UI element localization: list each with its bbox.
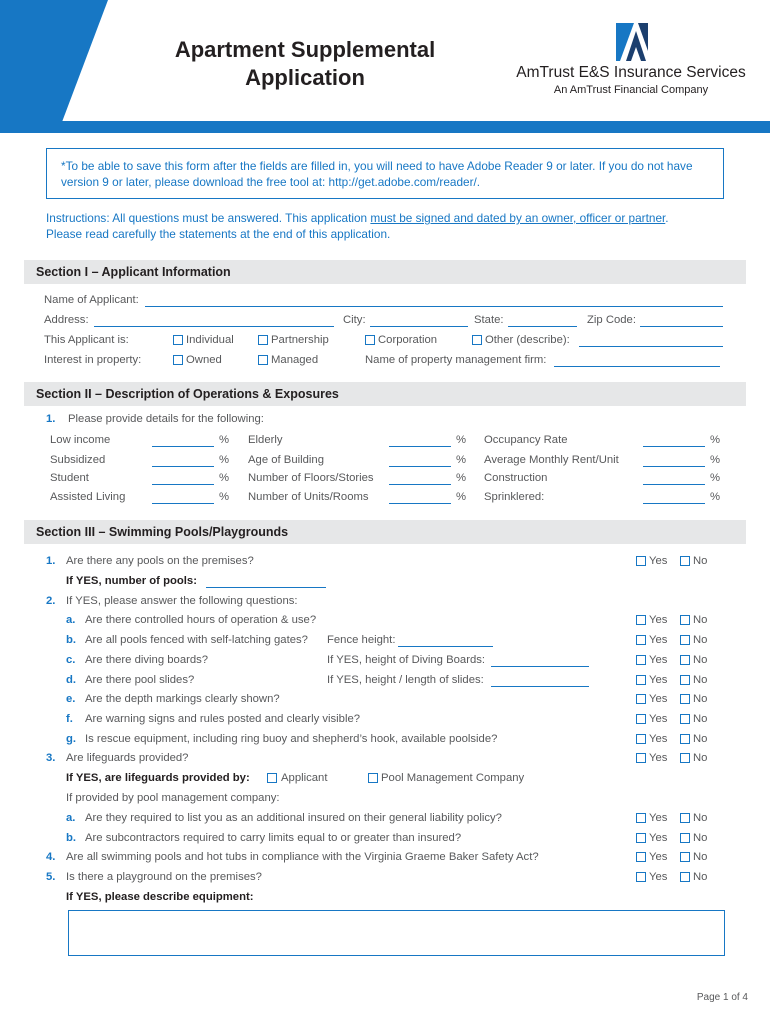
no-label: No bbox=[693, 851, 708, 863]
ops-label: Occupancy Rate bbox=[484, 434, 568, 446]
percent-sign: % bbox=[710, 491, 721, 503]
ops-field[interactable] bbox=[389, 493, 451, 504]
fence-height-label: Fence height: bbox=[327, 634, 396, 646]
percent-sign: % bbox=[710, 454, 721, 466]
sub-question-text: Are there pool slides? bbox=[85, 674, 195, 686]
sub-question-letter: a. bbox=[66, 812, 76, 824]
question-text: Are there any pools on the premises? bbox=[66, 555, 254, 567]
ops-label: Average Monthly Rent/Unit bbox=[484, 454, 619, 466]
no-checkbox[interactable] bbox=[680, 813, 690, 823]
percent-sign: % bbox=[710, 472, 721, 484]
yes-checkbox[interactable] bbox=[636, 635, 646, 645]
yes-label: Yes bbox=[649, 713, 668, 725]
playground-describe-label: If YES, please describe equipment: bbox=[66, 891, 254, 903]
yes-checkbox[interactable] bbox=[636, 655, 646, 665]
no-checkbox[interactable] bbox=[680, 753, 690, 763]
zip-field[interactable] bbox=[640, 316, 723, 327]
sub-question-text: Are subcontractors required to carry limits equal to or greater than insured? bbox=[85, 832, 462, 844]
ops-field[interactable] bbox=[643, 436, 705, 447]
sub-question-letter: f. bbox=[66, 713, 73, 725]
yes-label: Yes bbox=[649, 693, 668, 705]
yes-checkbox[interactable] bbox=[636, 833, 646, 843]
section-2-header: Section II – Description of Operations & Exposures bbox=[24, 382, 746, 406]
no-label: No bbox=[693, 733, 708, 745]
question-text: Are lifeguards provided? bbox=[66, 752, 189, 764]
city-label: City: bbox=[343, 314, 366, 326]
sub-question-text: Are warning signs and rules posted and clearly visible? bbox=[85, 713, 361, 725]
pm-firm-label: Name of property management firm: bbox=[365, 354, 547, 366]
ops-label: Assisted Living bbox=[50, 491, 126, 503]
question-number: 1. bbox=[46, 555, 56, 567]
percent-sign: % bbox=[456, 434, 467, 446]
ops-label: Subsidized bbox=[50, 454, 106, 466]
percent-sign: % bbox=[456, 491, 467, 503]
percent-sign: % bbox=[219, 434, 230, 446]
partnership-checkbox[interactable] bbox=[258, 335, 268, 345]
no-label: No bbox=[693, 713, 708, 725]
ops-label: Student bbox=[50, 472, 89, 484]
yes-label: Yes bbox=[649, 674, 668, 686]
diving-board-height-label: If YES, height of Diving Boards: bbox=[327, 654, 486, 666]
yes-label: Yes bbox=[649, 832, 668, 844]
owned-checkbox[interactable] bbox=[173, 355, 183, 365]
question-text: Are all swimming pools and hot tubs in compliance with the Virginia Graeme Baker Safety Act? bbox=[66, 851, 539, 863]
no-checkbox[interactable] bbox=[680, 833, 690, 843]
question-text: If YES, please answer the following questions: bbox=[66, 595, 298, 607]
zip-label: Zip Code: bbox=[587, 314, 636, 326]
sub-question-letter: e. bbox=[66, 693, 76, 705]
no-checkbox[interactable] bbox=[680, 615, 690, 625]
company-name: AmTrust E&S Insurance Services bbox=[516, 64, 746, 81]
ops-field[interactable] bbox=[389, 436, 451, 447]
ops-label: Number of Units/Rooms bbox=[248, 491, 369, 503]
ops-label: Sprinklered: bbox=[484, 491, 545, 503]
ops-field[interactable] bbox=[643, 493, 705, 504]
sub-question-text: Are the depth markings clearly shown? bbox=[85, 693, 280, 705]
no-label: No bbox=[693, 654, 708, 666]
percent-sign: % bbox=[456, 454, 467, 466]
corporation-label: Corporation bbox=[378, 334, 438, 346]
yes-label: Yes bbox=[649, 752, 668, 764]
no-label: No bbox=[693, 752, 708, 764]
ops-field[interactable] bbox=[152, 456, 214, 467]
sub-question-text: Is rescue equipment, including ring buoy and shepherd’s hook, available poolside? bbox=[85, 733, 498, 745]
instructions-label: Instructions: bbox=[46, 211, 110, 225]
yes-label: Yes bbox=[649, 733, 668, 745]
yes-label: Yes bbox=[649, 812, 668, 824]
diving-board-height-field[interactable] bbox=[491, 656, 589, 667]
owned-label: Owned bbox=[186, 354, 222, 366]
no-checkbox[interactable] bbox=[680, 694, 690, 704]
adobe-note-box: *To be able to save this form after the fields are filled in, you will need to have Adobe Reader 9 or later. If you do not have version 9 or later, please download the free tool at: http://get.adobe.com/reader/. bbox=[46, 148, 724, 199]
ops-label: Age of Building bbox=[248, 454, 324, 466]
no-label: No bbox=[693, 614, 708, 626]
no-checkbox[interactable] bbox=[680, 714, 690, 724]
sub-question-letter: d. bbox=[66, 674, 77, 686]
pool-count-field[interactable] bbox=[206, 577, 326, 588]
sub-question-text: Are all pools fenced with self-latching gates? bbox=[85, 634, 308, 646]
sub-question-text: Are there controlled hours of operation & use? bbox=[85, 614, 317, 626]
ops-field[interactable] bbox=[152, 493, 214, 504]
pool-mgmt-company-checkbox[interactable] bbox=[368, 773, 378, 783]
question-number: 4. bbox=[46, 851, 56, 863]
s2-q1-text: Please provide details for the following: bbox=[68, 413, 264, 425]
yes-label: Yes bbox=[649, 851, 668, 863]
ops-label: Elderly bbox=[248, 434, 283, 446]
pool-mgmt-company-label: Pool Management Company bbox=[381, 772, 525, 784]
applicant-label: Applicant bbox=[281, 772, 328, 784]
yes-label: Yes bbox=[649, 614, 668, 626]
yes-checkbox[interactable] bbox=[636, 813, 646, 823]
percent-sign: % bbox=[219, 472, 230, 484]
no-label: No bbox=[693, 674, 708, 686]
question-number: 5. bbox=[46, 871, 56, 883]
no-label: No bbox=[693, 812, 708, 824]
yes-checkbox[interactable] bbox=[636, 675, 646, 685]
ops-field[interactable] bbox=[152, 474, 214, 485]
page-number: Page 1 of 4 bbox=[696, 992, 748, 1003]
slide-height-field[interactable] bbox=[491, 676, 589, 687]
no-label: No bbox=[693, 634, 708, 646]
partnership-label: Partnership bbox=[271, 334, 329, 346]
sub-question-letter: c. bbox=[66, 654, 76, 666]
lifeguards-by-label: If YES, are lifeguards provided by: bbox=[66, 772, 250, 784]
applicant-is-label: This Applicant is: bbox=[44, 334, 129, 346]
ops-field[interactable] bbox=[389, 456, 451, 467]
other-describe-field[interactable] bbox=[579, 336, 723, 347]
name-of-applicant-field[interactable] bbox=[145, 296, 723, 307]
yes-label: Yes bbox=[649, 634, 668, 646]
header-blue-band bbox=[0, 121, 770, 133]
individual-label: Individual bbox=[186, 334, 234, 346]
yes-label: Yes bbox=[649, 871, 668, 883]
ops-field[interactable] bbox=[152, 436, 214, 447]
ops-field[interactable] bbox=[643, 456, 705, 467]
pm-firm-field[interactable] bbox=[554, 356, 720, 367]
yes-label: Yes bbox=[649, 555, 668, 567]
other-label: Other (describe): bbox=[485, 334, 570, 346]
no-checkbox[interactable] bbox=[680, 734, 690, 744]
question-text: Is there a playground on the premises? bbox=[66, 871, 262, 883]
name-of-applicant-label: Name of Applicant: bbox=[44, 294, 139, 306]
question-number: 3. bbox=[46, 752, 56, 764]
yes-checkbox[interactable] bbox=[636, 615, 646, 625]
no-checkbox[interactable] bbox=[680, 635, 690, 645]
other-checkbox[interactable] bbox=[472, 335, 482, 345]
no-label: No bbox=[693, 832, 708, 844]
fence-height-field[interactable] bbox=[398, 636, 493, 647]
ops-field[interactable] bbox=[389, 474, 451, 485]
yes-checkbox[interactable] bbox=[636, 753, 646, 763]
city-field[interactable] bbox=[370, 316, 468, 327]
interest-label: Interest in property: bbox=[44, 354, 142, 366]
percent-sign: % bbox=[219, 491, 230, 503]
instructions: Instructions: All questions must be answered. This application must be signed and dated by an owner, officer or partner. Please read carefully the statements at the end of this application. bbox=[46, 211, 669, 241]
ops-label: Low income bbox=[50, 434, 111, 446]
section-3-header: Section III – Swimming Pools/Playgrounds bbox=[24, 520, 746, 544]
company-subtitle: An AmTrust Financial Company bbox=[553, 84, 709, 96]
no-checkbox[interactable] bbox=[680, 556, 690, 566]
percent-sign: % bbox=[710, 434, 721, 446]
yes-checkbox[interactable] bbox=[636, 872, 646, 882]
managed-checkbox[interactable] bbox=[258, 355, 268, 365]
individual-checkbox[interactable] bbox=[173, 335, 183, 345]
corporation-checkbox[interactable] bbox=[365, 335, 375, 345]
sub-question-letter: a. bbox=[66, 614, 76, 626]
managed-label: Managed bbox=[271, 354, 319, 366]
slide-height-label: If YES, height / length of slides: bbox=[327, 674, 484, 686]
address-field[interactable] bbox=[94, 316, 334, 327]
sub-question-letter: b. bbox=[66, 634, 77, 646]
no-label: No bbox=[693, 871, 708, 883]
sub-question-text: Are there diving boards? bbox=[85, 654, 209, 666]
section-1-header: Section I – Applicant Information bbox=[24, 260, 746, 284]
question-number: 2. bbox=[46, 595, 56, 607]
yes-checkbox[interactable] bbox=[636, 694, 646, 704]
playground-equipment-textbox[interactable] bbox=[68, 910, 725, 956]
sub-question-letter: b. bbox=[66, 832, 77, 844]
no-checkbox[interactable] bbox=[680, 675, 690, 685]
yes-checkbox[interactable] bbox=[636, 734, 646, 744]
ops-label: Number of Floors/Stories bbox=[248, 472, 374, 484]
no-checkbox[interactable] bbox=[680, 655, 690, 665]
no-label: No bbox=[693, 555, 708, 567]
no-checkbox[interactable] bbox=[680, 852, 690, 862]
yes-checkbox[interactable] bbox=[636, 852, 646, 862]
applicant-checkbox[interactable] bbox=[267, 773, 277, 783]
no-label: No bbox=[693, 693, 708, 705]
no-checkbox[interactable] bbox=[680, 872, 690, 882]
s2-q1-number: 1. bbox=[46, 413, 56, 425]
address-label: Address: bbox=[44, 314, 89, 326]
pool-count-label: If YES, number of pools: bbox=[66, 575, 197, 587]
sub-question-letter: g. bbox=[66, 733, 77, 745]
yes-checkbox[interactable] bbox=[636, 556, 646, 566]
ops-label: Construction bbox=[484, 472, 548, 484]
ops-field[interactable] bbox=[643, 474, 705, 485]
yes-label: Yes bbox=[649, 654, 668, 666]
state-field[interactable] bbox=[508, 316, 577, 327]
percent-sign: % bbox=[456, 472, 467, 484]
pool-mgmt-intro: If provided by pool management company: bbox=[66, 792, 280, 804]
page-title: Apartment Supplemental Application bbox=[174, 37, 436, 90]
state-label: State: bbox=[474, 314, 504, 326]
percent-sign: % bbox=[219, 454, 230, 466]
yes-checkbox[interactable] bbox=[636, 714, 646, 724]
amtrust-logo-icon bbox=[616, 21, 648, 61]
sub-question-text: Are they required to list you as an additional insured on their general liability policy? bbox=[85, 812, 502, 824]
